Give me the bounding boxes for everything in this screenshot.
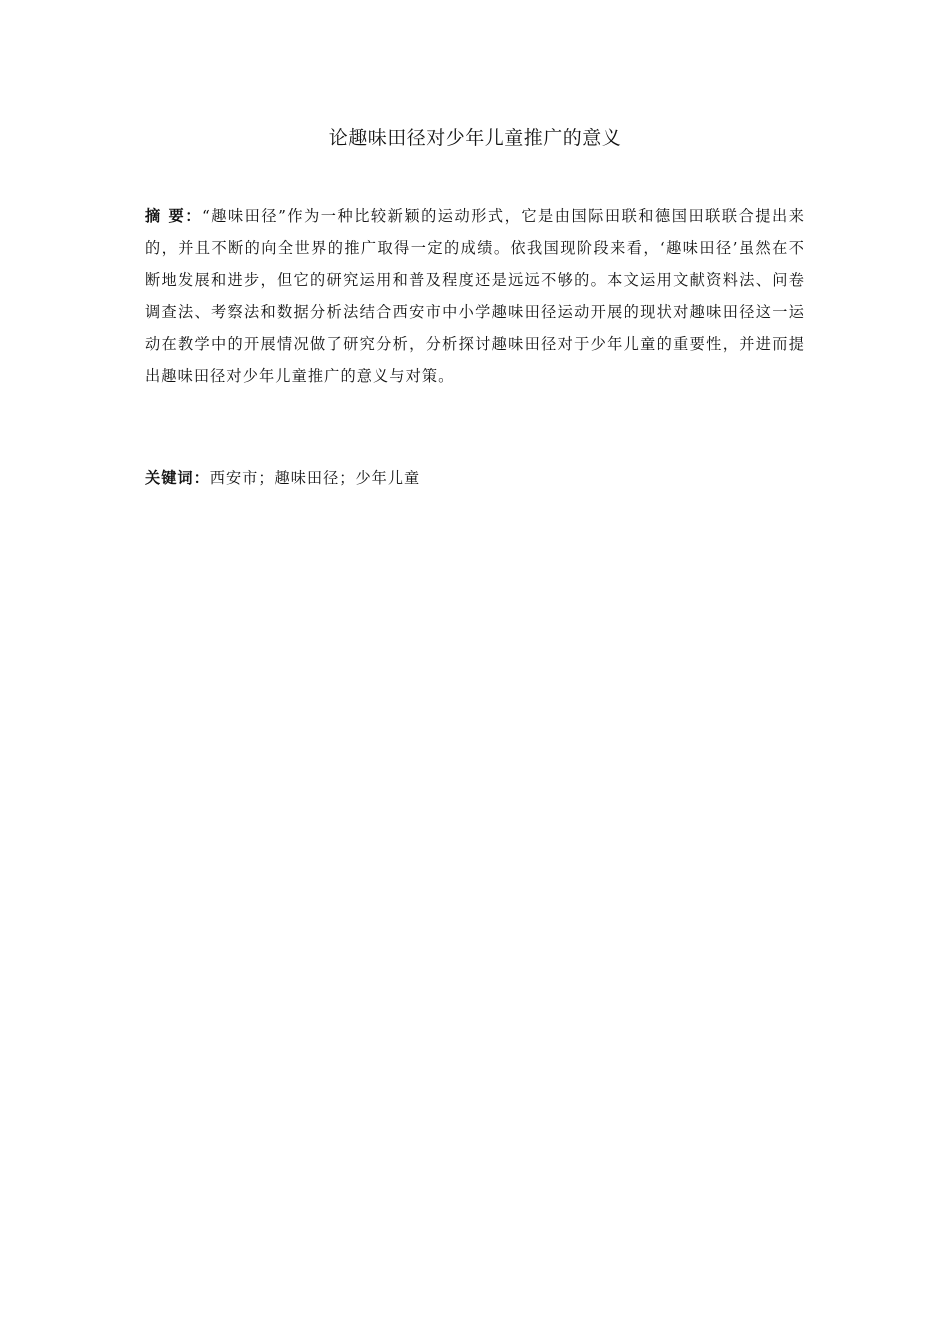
- keywords-text: 西安市；趣味田径；少年儿童: [209, 469, 421, 487]
- document-title: 论趣味田径对少年儿童推广的意义: [328, 127, 622, 149]
- keywords-label: 关键词：: [145, 469, 210, 487]
- abstract-paragraph: [145, 200, 805, 392]
- abstract-label: 摘 要：: [145, 207, 202, 225]
- keywords-line: [145, 464, 805, 492]
- abstract-text: “趣味田径”作为一种比较新颖的运动形式，它是由国际田联和德国田联联合提出来的，并且不断的向全世界的推广取得一定的成绩。依我国现阶段来看，‘趣味田径’虽然在不断地发展和进步，但它的研究运用和普及程度还是远远不够的。本文运用文献资料法、问卷调查法、考察法和数据分析法结合西安市中小学趣味田径运动开展的现状对趣味田径这一运动在教学中的开展情况做了研究分析，分析探讨趣味田径对于少年儿童的重要性，并进而提出趣味田径对少年儿童推广的意义与对策。: [145, 207, 806, 385]
